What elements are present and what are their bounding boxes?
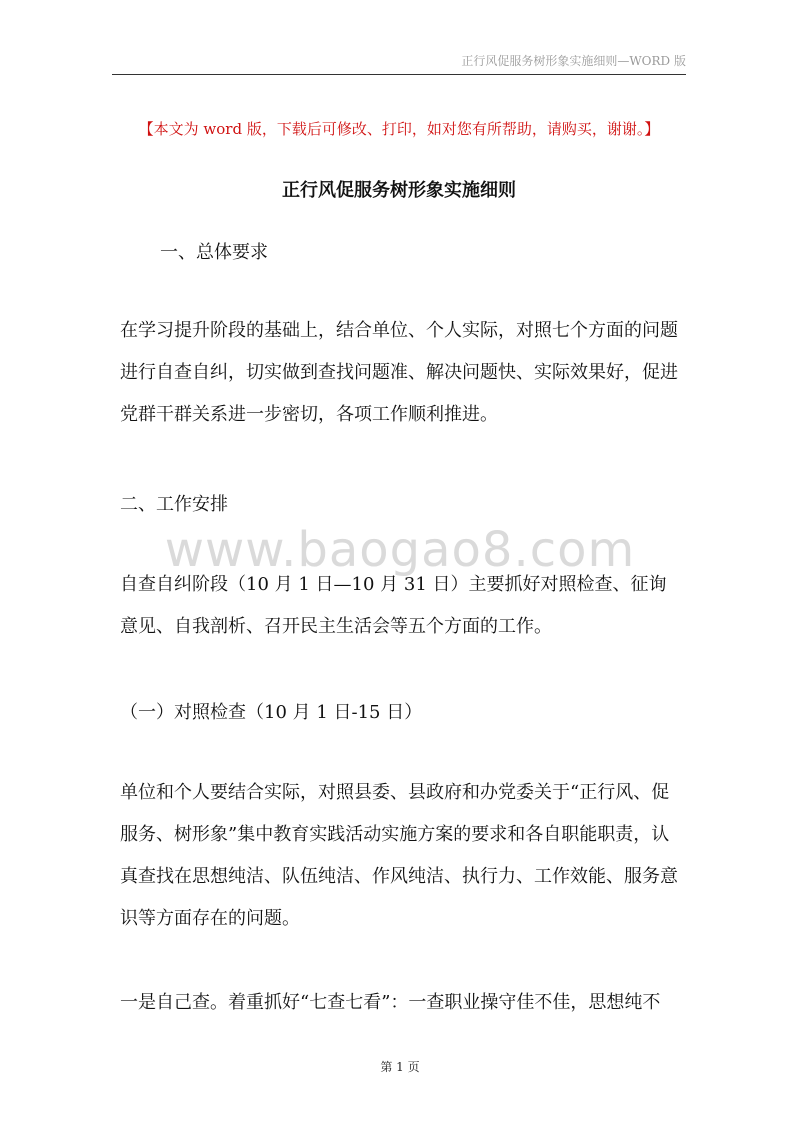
paragraph-self-check-item-1: 一是自己查。着重抓好“七查七看”：一查职业操守佳不佳，思想纯不 (120, 992, 661, 1013)
subsection-heading-self-check: （一）对照检查（10 月 1 日-15 日） (120, 702, 423, 723)
page-number: 第 1 页 (380, 1060, 420, 1074)
watermark: www.baogao8.com (164, 522, 636, 578)
paragraph-general-requirements: 在学习提升阶段的基础上，结合单位、个人实际，对照七个方面的问题进行自查自纠，切实做到查找问题准、解决问题快、实际效果好，促进党群干群关系进一步密切，各项工作顺利推进。 (120, 320, 678, 425)
paragraph-self-check: 单位和个人要结合实际，对照县委、县政府和办党委关于“正行风、促服务、树形象”集中教育实践活动实施方案的要求和各自职能职责，认真查找在思想纯洁、队伍纯洁、作风纯洁、执行力、工作效能、服务意识等方面存在的问题。 (120, 782, 678, 929)
document-title: 正行风促服务树形象实施细则 (282, 180, 516, 201)
section-heading-general-requirements: 一、总体要求 (160, 242, 268, 263)
purchase-notice: 【本文为 word 版，下载后可修改、打印，如对您有所帮助，请购买，谢谢。】 (138, 120, 660, 138)
header-divider (112, 74, 686, 75)
paragraph-work-arrangement: 自查自纠阶段（10 月 1 日—10 月 31 日）主要抓好对照检查、征询意见、自我剖析、召开民主生活会等五个方面的工作。 (120, 574, 667, 637)
running-header: 正行风促服务树形象实施细则—WORD 版 (461, 54, 686, 68)
section-heading-work-arrangement: 二、工作安排 (120, 494, 228, 515)
